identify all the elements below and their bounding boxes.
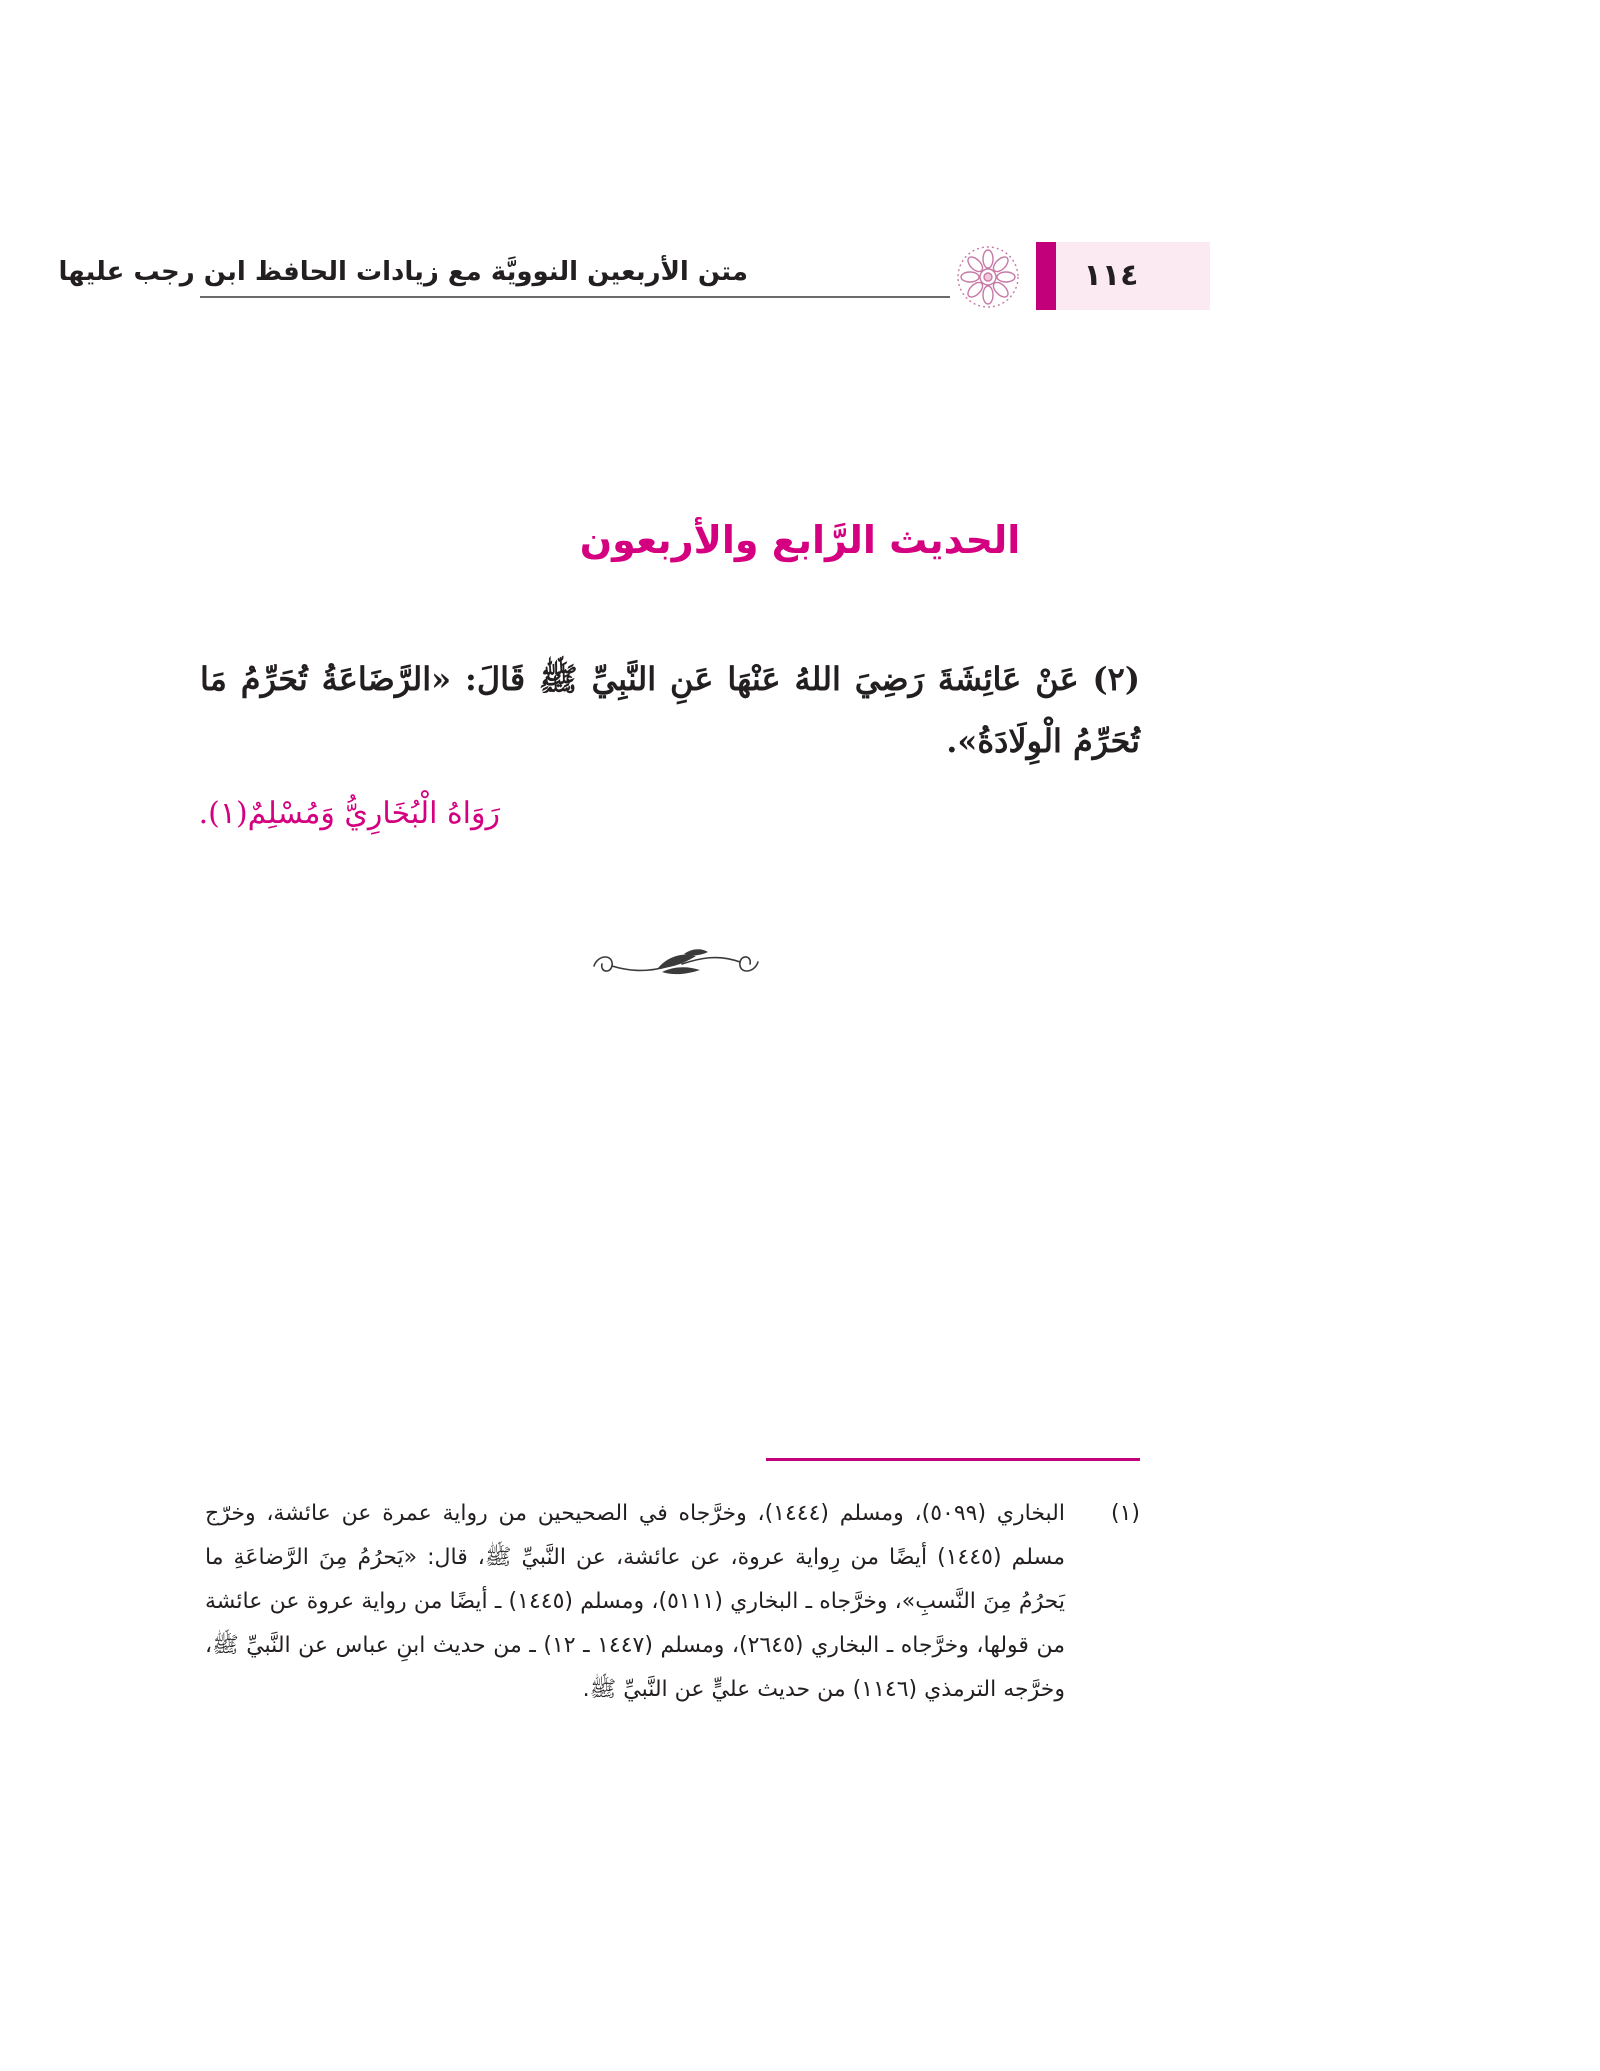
header-rule: [200, 296, 950, 298]
page-number-accent-bar: [1036, 242, 1056, 310]
vine-flourish-icon: [588, 944, 764, 984]
footnote-number: (١): [1110, 1501, 1140, 1526]
floral-rosette-icon: [955, 244, 1021, 310]
narration-attribution: رَوَاهُ الْبُخَارِيُّ وَمُسْلِمٌ(١).: [198, 796, 500, 831]
footnote-text: البخاري (٥٠٩٩)، ومسلم (١٤٤٤)، وخرَّجاه في الصحيحين من رواية عمرة عن عائشة، وخرّج مسلم (١٤٤٥) أيضًا من رِواية عروة، عن عائشة، عن النَّبيِّ ﷺ، قال: «يَحرُمُ مِنَ الرَّضاعَةِ ما يَحرُمُ مِنَ النَّسبِ»، وخرَّجاه ـ البخاري (٥١١١)، ومسلم (١٤٤٥) ـ أيضًا من رواية عروة عن عائشة من قولها، وخرَّجاه ـ البخاري (٢٦٤٥)، ومسلم (١٤٤٧ ـ ١٢) ـ من حديث ابنِ عباس عن النَّبيِّ ﷺ، وخرَّجه الترمذي (١١٤٦) من حديث عليٍّ عن النَّبيِّ ﷺ.: [205, 1501, 1066, 1702]
page-number: ١١٤: [1083, 258, 1139, 293]
footnote-separator: [766, 1458, 1140, 1461]
hadith-heading: الحديث الرَّابع والأربعون: [579, 518, 1021, 562]
hadith-text: (٢) عَنْ عَائِشَةَ رَضِيَ اللهُ عَنْهَا عَنِ النَّبِيِّ ﷺ قَالَ: «الرَّضَاعَةُ تُحَرِّمُ مَا تُحَرِّمُ الْوِلَادَةُ».: [200, 660, 1140, 760]
running-header-title: متن الأربعين النوويَّة مع زيادات الحافظ ابن رجب عليها: [58, 257, 748, 287]
